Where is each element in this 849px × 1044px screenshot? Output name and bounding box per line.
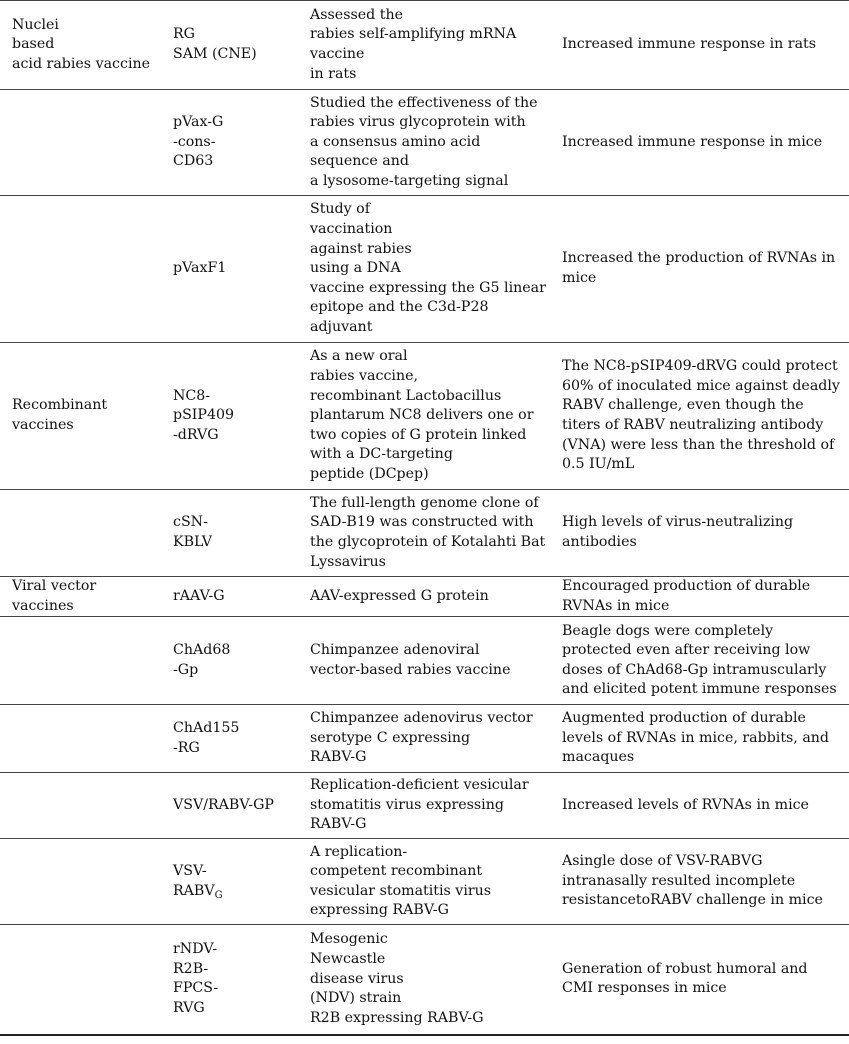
description-cell [296, 490, 547, 577]
vaccine-cell [159, 196, 296, 343]
vaccine-cell [159, 577, 296, 617]
cell-line: -cons- [173, 133, 216, 150]
category-cell [0, 1, 159, 90]
cell-line: recombinant Lactobacillus [310, 387, 502, 404]
cell-line: Generation of robust humoral and [562, 960, 808, 977]
cell-line: SAM (CNE) [173, 46, 257, 62]
cell-line: macaques [562, 749, 635, 766]
vaccine-cell [159, 773, 296, 839]
cell-line: Replication-deficient vesicular [310, 777, 529, 794]
cell-line: pVax-G [173, 114, 224, 131]
cell-line: Increased the production of RVNAs in [562, 250, 836, 267]
cell-line: RVG [173, 1000, 205, 1017]
cell-line: vaccination [310, 221, 393, 238]
cell-line: Encouraged production of durable [562, 578, 811, 594]
cell-line: RVNAs in mice [562, 597, 670, 614]
cell-line: As a new oral [310, 348, 408, 365]
cell-line: Studied the effectiveness of the [310, 94, 538, 111]
cell-line: pSIP409 [173, 407, 235, 424]
description-cell [296, 839, 547, 925]
cell-line: KBLV [173, 534, 213, 550]
table-row [0, 925, 849, 1035]
table-row [0, 196, 849, 343]
table-row [0, 705, 849, 773]
cell-line: -dRVG [173, 426, 219, 443]
cell-line: protected even after receiving low [562, 642, 811, 659]
cell-line: AAV-expressed G protein [310, 587, 489, 604]
cell-line: RG [173, 26, 196, 43]
cell-line: Increased immune response in mice [562, 133, 823, 150]
cell-line: stomatitis virus expressing [310, 796, 504, 813]
cell-line: levels of RVNAs in mice, rabbits, and [562, 729, 830, 746]
cell-line: 60% of inoculated mice against deadly [562, 377, 840, 394]
outcome-cell [547, 839, 849, 925]
vaccine-cell [159, 90, 296, 196]
table-row [0, 90, 849, 196]
cell-line: sequence and [310, 153, 409, 170]
outcome-cell [547, 773, 849, 839]
cell-line: -RG [173, 739, 200, 756]
cell-line: Increased immune response in rats [562, 36, 817, 53]
cell-line: competent recombinant [310, 863, 483, 880]
table-row [0, 577, 849, 617]
table-row [0, 839, 849, 925]
cell-line: rabies vaccine, [310, 368, 418, 385]
description-cell [296, 705, 547, 773]
cell-line: intranasally resulted incomplete [562, 872, 796, 889]
outcome-cell [547, 925, 849, 1035]
cell-line: RABV challenge, even though the [562, 397, 804, 414]
table-row [0, 343, 849, 490]
vaccine-cell [159, 343, 296, 490]
cell-line: plantarum NC8 delivers one or [310, 407, 534, 424]
table-row [0, 773, 849, 839]
cell-line: Lyssavirus [310, 553, 386, 570]
category-cell [0, 617, 159, 705]
cell-line: R2B- [173, 960, 209, 977]
cell-line: resistancetoRABV challenge in mice [562, 892, 823, 909]
cell-line: vesicular stomatitis virus [310, 882, 492, 899]
cell-line: ChAd68 [173, 642, 231, 659]
cell-line: antibodies [562, 534, 637, 550]
cell-line: SAD-B19 was constructed with [310, 514, 534, 531]
description-cell [296, 925, 547, 1035]
cell-line: A replication- [310, 843, 408, 860]
cell-line: serotype C expressing [310, 729, 471, 746]
cell-line: The full-length genome clone of [310, 494, 539, 511]
cell-line: Chimpanzee adenoviral [310, 642, 480, 659]
category-cell [0, 705, 159, 773]
cell-line: vaccine expressing the G5 linear [310, 279, 546, 296]
cell-line: and elicited potent immune responses [562, 681, 837, 698]
cell-line: vaccines [12, 417, 74, 433]
cell-line: vaccine [310, 46, 365, 62]
category-cell [0, 343, 159, 490]
cell-line: doses of ChAd68-Gp intramuscularly [562, 661, 827, 678]
outcome-cell [547, 577, 849, 617]
cell-line: in rats [310, 65, 357, 82]
description-cell [296, 90, 547, 196]
cell-line: Viral vector [12, 578, 97, 594]
cell-line: epitope and the C3d-P28 [310, 299, 489, 316]
description-cell [296, 196, 547, 343]
cell-line: (NDV) strain [310, 990, 402, 1007]
cell-line: Newcastle [310, 951, 386, 968]
category-cell [0, 839, 159, 925]
cell-line: RABV [173, 882, 215, 899]
cell-line: rAAV-G [173, 587, 225, 604]
cell-line: VSV/RABV-GP [173, 796, 274, 813]
vaccine-cell [159, 705, 296, 773]
table-body [0, 1, 849, 1035]
category-cell [0, 90, 159, 196]
vaccine-cell [159, 490, 296, 577]
outcome-cell [547, 617, 849, 705]
cell-line: a lysosome-targeting signal [310, 172, 509, 189]
outcome-cell [547, 705, 849, 773]
cell-line: expressing RABV-G [310, 902, 449, 919]
cell-line: CMI responses in mice [562, 980, 727, 997]
cell-line: FPCS- [173, 980, 219, 997]
outcome-cell [547, 196, 849, 343]
category-cell [0, 490, 159, 577]
cell-line: adjuvant [310, 318, 373, 335]
cell-line: rabies self-amplifying mRNA [310, 26, 517, 43]
cell-line: Augmented production of durable [562, 710, 806, 727]
cell-line: CD63 [173, 153, 214, 170]
cell-line: The NC8-pSIP409-dRVG could protect [562, 358, 838, 375]
cell-line: Chimpanzee adenovirus vector [310, 710, 533, 727]
cell-line: Recombinant [12, 397, 108, 414]
cell-line: the glycoprotein of Kotalahti Bat [310, 534, 546, 550]
cell-line: Beagle dogs were completely [562, 622, 774, 639]
vaccine-cell [159, 839, 296, 925]
description-cell [296, 577, 547, 617]
cell-line: R2B expressing RABV-G [310, 1009, 484, 1026]
cell-line: rabies virus glycoprotein with [310, 114, 526, 131]
cell-line: RABV-G [310, 816, 367, 833]
cell-line: cSN- [173, 514, 208, 531]
table-row [0, 617, 849, 705]
cell-line: Asingle dose of VSV-RABVG [562, 853, 763, 870]
cell-line: ChAd155 [173, 720, 240, 737]
cell-line: disease virus [310, 970, 404, 987]
cell-line: two copies of G protein linked [310, 426, 527, 443]
cell-line: -Gp [173, 661, 199, 678]
outcome-cell [547, 343, 849, 490]
category-cell [0, 577, 159, 617]
category-cell [0, 773, 159, 839]
description-cell [296, 343, 547, 490]
description-cell [296, 1, 547, 90]
cell-line: vaccines [12, 597, 74, 614]
cell-line: pVaxF1 [173, 260, 227, 277]
cell-line: High levels of virus-neutralizing [562, 514, 794, 531]
cell-line: a consensus amino acid [310, 133, 481, 150]
outcome-cell [547, 490, 849, 577]
cell-line: Assessed the [310, 6, 403, 23]
cell-line: rNDV- [173, 941, 218, 958]
outcome-cell [547, 1, 849, 90]
cell-line: Nuclei [12, 16, 59, 33]
vaccine-subscript: G [214, 889, 223, 901]
cell-line: VSV- [173, 863, 207, 880]
cell-line: peptide (DCpep) [310, 465, 429, 482]
cell-line: based [12, 36, 55, 53]
vaccine-cell [159, 1, 296, 90]
cell-line: with a DC-targeting [310, 446, 453, 463]
outcome-cell [547, 90, 849, 196]
cell-line: using a DNA [310, 260, 401, 277]
cell-line: titers of RABV neutralizing antibody [562, 417, 824, 433]
vaccine-cell [159, 925, 296, 1035]
table-row [0, 490, 849, 577]
vaccine-cell [159, 617, 296, 705]
table-row [0, 1, 849, 90]
cell-line: 0.5 IU/mL [562, 456, 635, 473]
category-cell [0, 925, 159, 1035]
cell-line: Increased levels of RVNAs in mice [562, 796, 809, 813]
cell-line: (VNA) were less than the threshold of [562, 436, 835, 453]
description-cell [296, 773, 547, 839]
cell-line: NC8- [173, 387, 211, 404]
cell-line: mice [562, 270, 597, 286]
cell-line: acid rabies vaccine [12, 55, 151, 72]
category-cell [0, 196, 159, 343]
cell-line: Mesogenic [310, 931, 388, 948]
cell-line: vector-based rabies vaccine [310, 661, 511, 678]
cell-line: RABV-G [310, 749, 367, 766]
cell-line [173, 882, 296, 902]
description-cell [296, 617, 547, 705]
cell-line: Study of [310, 201, 370, 218]
cell-line: against rabies [310, 240, 412, 257]
